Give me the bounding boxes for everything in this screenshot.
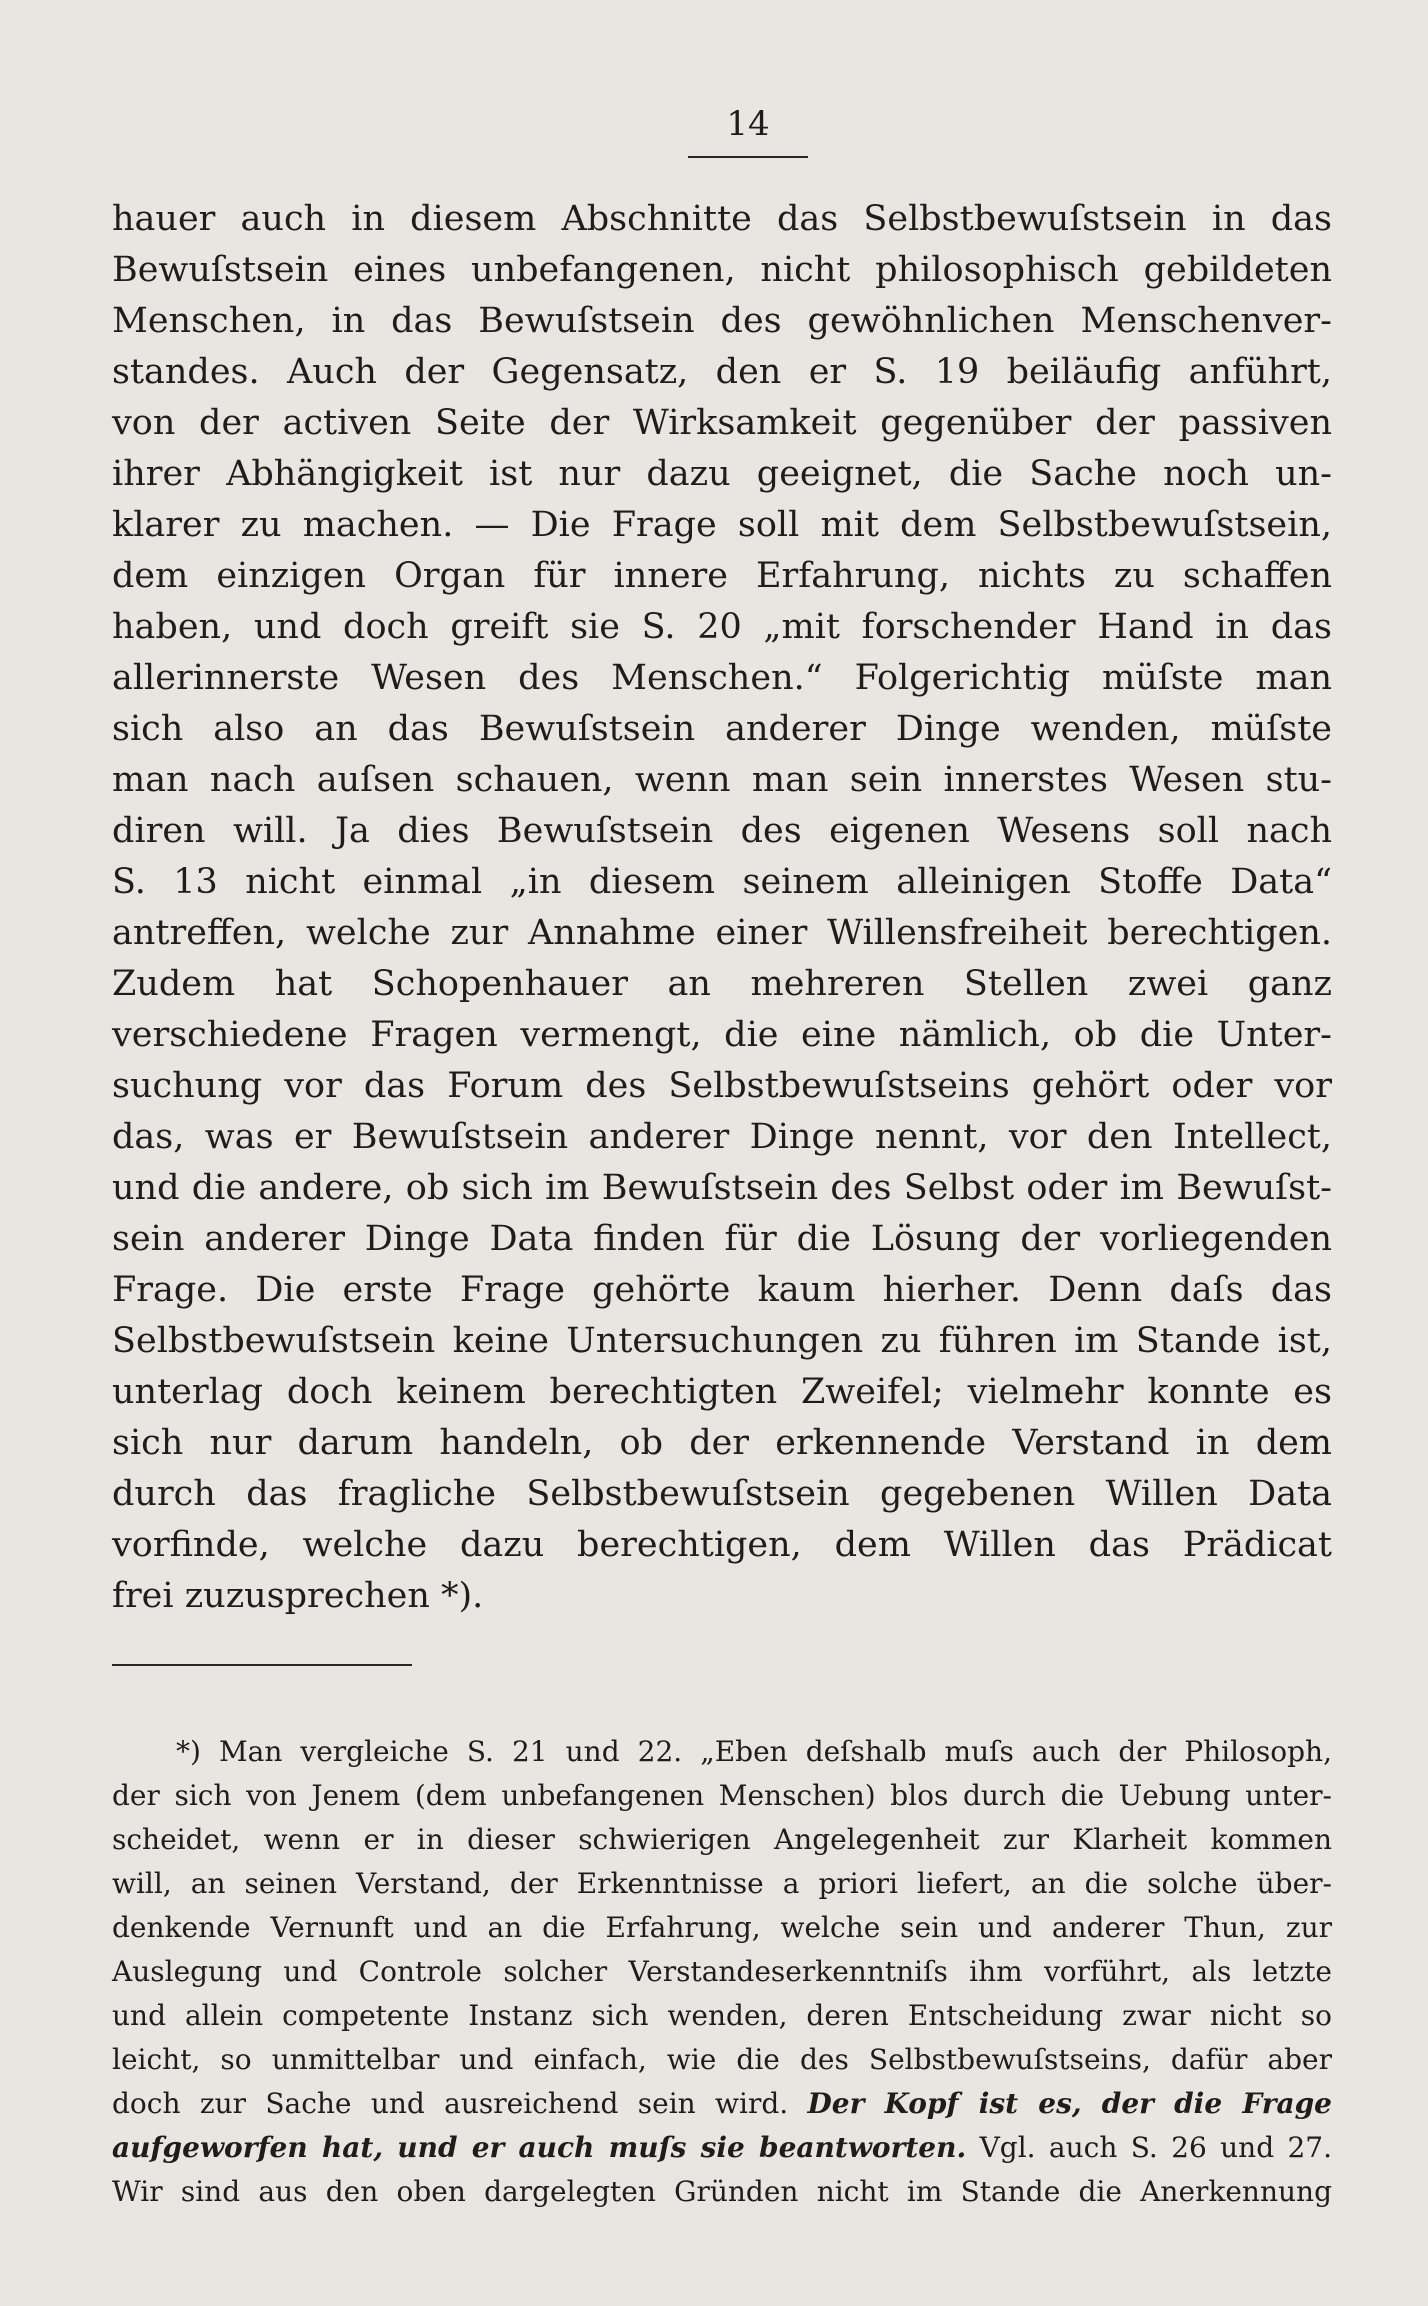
footnote-line: will, an seinen Verstand, der Erkenntnisse a priori liefert, an die solche über- — [112, 1867, 1332, 1900]
text-line: man nach auſsen schauen, wenn man sein innerstes Wesen stu- — [112, 760, 1332, 800]
footnote-plain-text: Vgl. auch S. 26 und 27. — [979, 2131, 1332, 2164]
text-line: Bewuſstsein eines unbefangenen, nicht philosophisch gebildeten — [112, 250, 1332, 290]
text-line: standes. Auch der Gegensatz, den er S. 19 beiläufig anführt, — [112, 352, 1332, 392]
text-line: sich also an das Bewuſstsein anderer Dinge wenden, müſste — [112, 709, 1332, 749]
footnote-line-mixed — [112, 2082, 1332, 2126]
text-line: Menschen, in das Bewuſstsein des gewöhnlichen Menschenver- — [112, 301, 1332, 341]
text-line: sich nur darum handeln, ob der erkennende Verstand in dem — [112, 1423, 1332, 1463]
page-number-rule — [688, 156, 808, 158]
page-number: 14 — [726, 104, 770, 144]
text-line: vorfinde, welche dazu berechtigen, dem Willen das Prädicat — [112, 1525, 1332, 1565]
text-line: unterlag doch keinem berechtigten Zweifel; vielmehr konnte es — [112, 1372, 1332, 1412]
footnote-line: der sich von Jenem (dem unbefangenen Menschen) blos durch die Uebung unter- — [112, 1779, 1332, 1812]
footnote-line: und allein competente Instanz sich wenden, deren Entscheidung zwar nicht so — [112, 1999, 1332, 2032]
footnote — [112, 1730, 1332, 2214]
text-line: dem einzigen Organ für innere Erfahrung, nichts zu schaffen — [112, 556, 1332, 596]
text-line: suchung vor das Forum des Selbstbewuſstseins gehört oder vor — [112, 1066, 1332, 1106]
footnote-line: Auslegung und Controle solcher Verstandeserkenntniſs ihm vorführt, als letzte — [112, 1955, 1332, 1988]
footnote-separator — [112, 1664, 412, 1666]
footnote-line: denkende Vernunft und an die Erfahrung, welche sein und anderer Thun, zur — [112, 1911, 1332, 1944]
main-text — [112, 194, 1332, 1622]
footnote-line: scheidet, wenn er in dieser schwierigen Angelegenheit zur Klarheit kommen — [112, 1823, 1332, 1856]
text-line: von der activen Seite der Wirksamkeit gegenüber der passiven — [112, 403, 1332, 443]
footnote-line: leicht, so unmittelbar und einfach, wie die des Selbstbewuſstseins, dafür aber — [112, 2043, 1332, 2076]
footnote-italic-text: aufgeworfen hat, und er auch muſs sie beantworten. — [112, 2131, 967, 2164]
text-line: Zudem hat Schopenhauer an mehreren Stellen zwei ganz — [112, 964, 1332, 1004]
text-line: Frage. Die erste Frage gehörte kaum hierher. Denn daſs das — [112, 1270, 1332, 1310]
text-line: ihrer Abhängigkeit ist nur dazu geeignet, die Sache noch un- — [112, 454, 1332, 494]
text-line: haben, und doch greift sie S. 20 „mit forschender Hand in das — [112, 607, 1332, 647]
text-line: allerinnerste Wesen des Menschen.“ Folgerichtig müſste man — [112, 658, 1332, 698]
footnote-line-mixed — [112, 2126, 1332, 2170]
text-line: und die andere, ob sich im Bewuſstsein des Selbst oder im Bewuſst- — [112, 1168, 1332, 1208]
footnote-line: Wir sind aus den oben dargelegten Gründen nicht im Stande die Anerkennung — [112, 2175, 1332, 2208]
text-line: frei zuzusprechen *). — [112, 1576, 484, 1616]
footnote-italic-text: Der Kopf ist es, der die Frage — [807, 2087, 1332, 2120]
footnote-plain-text: doch zur Sache und ausreichend sein wird. — [112, 2087, 789, 2120]
text-line: durch das fragliche Selbstbewuſstsein gegebenen Willen Data — [112, 1474, 1332, 1514]
footnote-line: *) Man vergleiche S. 21 und 22. „Eben deſshalb muſs auch der Philosoph, — [176, 1735, 1332, 1768]
text-line: das, was er Bewuſstsein anderer Dinge nennt, vor den Intellect, — [112, 1117, 1332, 1157]
text-line: klarer zu machen. — Die Frage soll mit dem Selbstbewuſstsein, — [112, 505, 1332, 545]
text-line: antreffen, welche zur Annahme einer Willensfreiheit berechtigen. — [112, 913, 1332, 953]
text-line: hauer auch in diesem Abschnitte das Selbstbewuſstsein in das — [112, 199, 1332, 239]
text-line: diren will. Ja dies Bewuſstsein des eigenen Wesens soll nach — [112, 811, 1332, 851]
text-line: verschiedene Fragen vermengt, die eine nämlich, ob die Unter- — [112, 1015, 1332, 1055]
text-line: sein anderer Dinge Data finden für die Lösung der vorliegenden — [112, 1219, 1332, 1259]
text-line: S. 13 nicht einmal „in diesem seinem alleinigen Stoffe Data“ — [112, 862, 1332, 902]
text-line: Selbstbewuſstsein keine Untersuchungen zu führen im Stande ist, — [112, 1321, 1332, 1361]
